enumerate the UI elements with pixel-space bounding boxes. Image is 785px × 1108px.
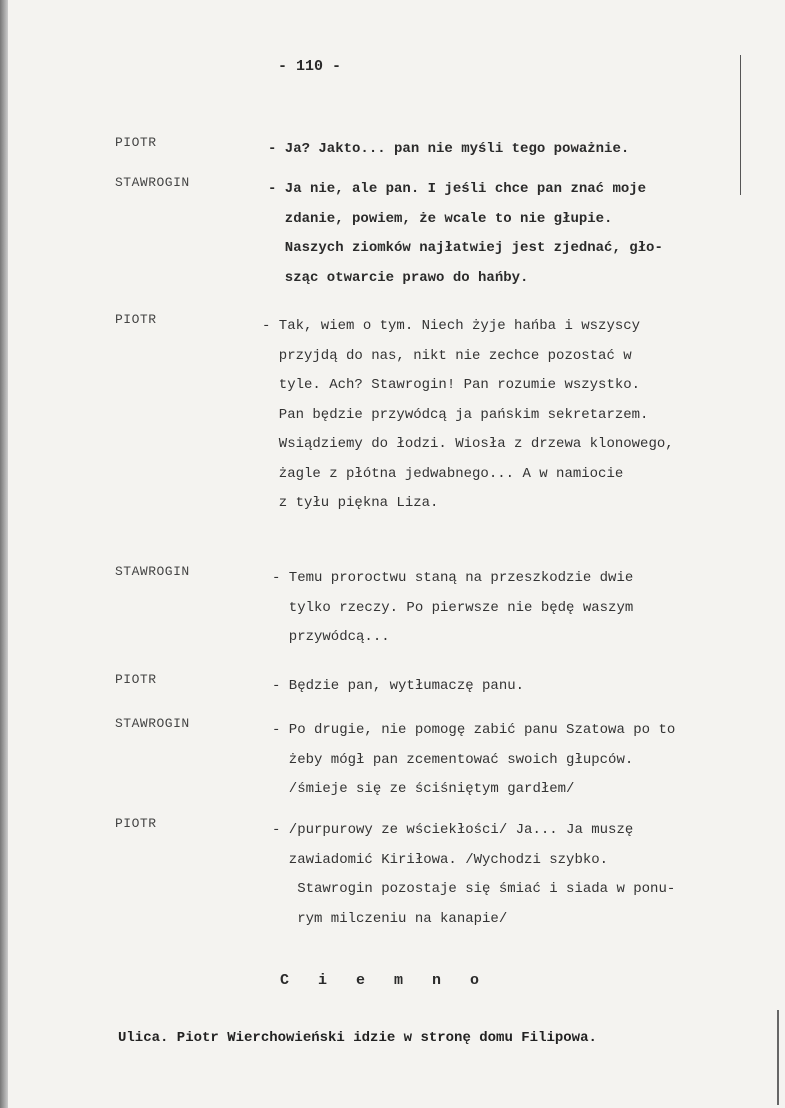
scan-edge <box>0 0 8 1108</box>
dialogue-line: Pan będzie przywódcą ja pańskim sekretarzem. <box>262 406 649 423</box>
speaker-name: PIOTR <box>115 816 157 831</box>
dialogue-line: Naszych ziomków najłatwiej jest zjednać, gło- <box>268 240 663 256</box>
dialogue-line: - Tak, wiem o tym. Niech żyje hańba i wszyscy <box>262 318 641 334</box>
stage-direction: Ulica. Piotr Wierchowieński idzie w stronę domu Filipowa. <box>118 1030 597 1046</box>
dialogue-line: żeby mógł pan zcementować swoich głupców. <box>272 751 634 768</box>
page-number: - 110 - <box>278 58 342 75</box>
dialogue-text <box>262 312 674 519</box>
dialogue-line: przywódcą... <box>272 629 390 645</box>
scene-heading: C i e m n o <box>280 972 490 989</box>
dialogue-line: tylko rzeczy. Po pierwsze nie będę waszym <box>272 599 634 616</box>
dialogue-text <box>272 816 675 934</box>
dialogue-line: - Ja nie, ale pan. I jeśli chce pan znać moje <box>268 181 647 197</box>
dialogue-line: z tyłu piękna Liza. <box>262 495 439 511</box>
dialogue-line: tyle. Ach? Stawrogin! Pan rozumie wszystko. <box>262 377 641 393</box>
dialogue-line: zawiadomić Kiriłowa. /Wychodzi szybko. <box>272 851 609 868</box>
dialogue-text <box>272 672 524 702</box>
dialogue-line: Stawrogin pozostaje się śmiać i siada w ponu- <box>272 881 676 897</box>
dialogue-text <box>268 175 663 293</box>
dialogue-line: - /purpurowy ze wściekłości/ Ja... Ja muszę <box>272 822 634 838</box>
speaker-name: STAWROGIN <box>115 175 190 190</box>
dialogue-line: zdanie, powiem, że wcale to nie głupie. <box>268 210 613 227</box>
dialogue-line: przyjdą do nas, nikt nie zechce pozostać w <box>262 347 632 364</box>
dialogue-text <box>272 564 633 653</box>
dialogue-line: Wsiądziemy do łodzi. Wiosła z drzewa klonowego, <box>262 436 674 452</box>
dialogue-line: - Będzie pan, wytłumaczę panu. <box>272 678 525 694</box>
dialogue-line: - Po drugie, nie pomogę zabić panu Szatowa po to <box>272 722 676 738</box>
margin-line <box>777 1010 779 1105</box>
speaker-name: PIOTR <box>115 312 157 327</box>
speaker-name: PIOTR <box>115 135 157 150</box>
speaker-name: STAWROGIN <box>115 716 190 731</box>
dialogue-line: /śmieje się ze ściśniętym gardłem/ <box>272 781 575 797</box>
dialogue-text <box>268 135 629 165</box>
dialogue-line: rym milczeniu na kanapie/ <box>272 910 508 927</box>
dialogue-line: - Ja? Jakto... pan nie myśli tego poważnie. <box>268 141 630 157</box>
dialogue-line: żagle z płótna jedwabnego... A w namiocie <box>262 465 624 482</box>
dialogue-line: - Temu proroctwu staną na przeszkodzie dwie <box>272 570 634 586</box>
speaker-name: PIOTR <box>115 672 157 687</box>
dialogue-text <box>272 716 675 805</box>
margin-line <box>740 55 741 195</box>
speaker-name: STAWROGIN <box>115 564 190 579</box>
dialogue-line: sząc otwarcie prawo do hańby. <box>268 269 529 286</box>
